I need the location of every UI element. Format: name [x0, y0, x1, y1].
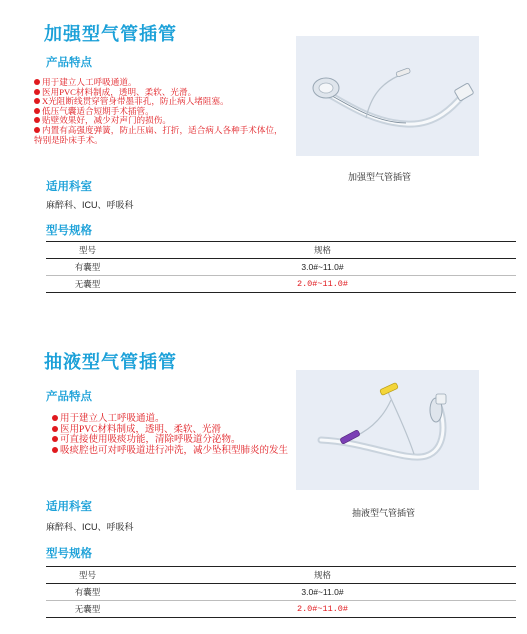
feature-item: 用于建立人工呼吸通道。 — [52, 414, 294, 425]
feature-item: 医用PVC材料制成，透明、柔软、光滑 — [52, 425, 294, 436]
bullet-icon — [34, 108, 40, 114]
feature-item: 贴壁效果好，减少对声门的损伤。 — [34, 116, 289, 126]
endotracheal-tube-icon — [296, 36, 479, 156]
feature-item: X光阻断线贯穿管身带墨菲孔，防止病人堵阻塞。 — [34, 97, 289, 107]
section2-spec-heading: 型号规格 — [46, 548, 92, 560]
bullet-icon — [52, 415, 58, 421]
feature-item: 吸痰腔也可对呼吸道进行冲洗，减少坠积型肺炎的发生 — [52, 446, 294, 457]
table-header-row — [46, 242, 516, 259]
header-spec: 规格 — [129, 242, 516, 259]
feature-item: 用于建立人工呼吸通道。 — [34, 78, 289, 88]
bullet-icon — [34, 79, 40, 85]
section1-spec-heading: 型号规格 — [46, 225, 92, 237]
cell-spec: 3.0#~11.0# — [129, 259, 516, 276]
cell-model: 有囊型 — [46, 584, 129, 601]
cell-spec: 2.0#~11.0# — [129, 601, 516, 618]
cell-model: 有囊型 — [46, 259, 129, 276]
feature-item: 低压气囊适合短期手术插管。 — [34, 107, 289, 117]
bullet-icon — [52, 447, 58, 453]
section2-product-photo — [296, 370, 479, 490]
section1-features-list — [34, 78, 289, 145]
table-row — [46, 259, 516, 276]
section1-dept-heading: 适用科室 — [46, 181, 92, 193]
table-row — [46, 601, 516, 618]
section2-dept: 麻醉科、ICU、呼吸科 — [46, 522, 134, 532]
suction-tube-icon — [296, 370, 479, 490]
section1-features-heading: 产品特点 — [46, 57, 92, 69]
bullet-icon — [34, 89, 40, 95]
section2-title: 抽液型气管插管 — [44, 352, 177, 372]
section1-spec-table — [46, 241, 516, 293]
feature-item: 内置有高强度弹簧，防止压扁、打折，适合病人各种手术体位，特别是卧床手术。 — [34, 124, 283, 145]
bullet-icon — [34, 117, 40, 123]
section1-caption: 加强型气管插管 — [348, 172, 412, 182]
header-model: 型号 — [46, 567, 129, 584]
section1-product-photo — [296, 36, 479, 156]
bullet-icon — [34, 127, 40, 133]
section2-features-heading: 产品特点 — [46, 391, 92, 403]
section2-features-list — [52, 414, 294, 456]
table-row — [46, 584, 516, 601]
cell-model: 无囊型 — [46, 601, 129, 618]
feature-item: 医用PVC材料制成，透明、柔软、光滑。 — [34, 88, 289, 98]
bullet-icon — [52, 436, 58, 442]
table-header-row — [46, 567, 516, 584]
bullet-icon — [34, 98, 40, 104]
cell-spec: 3.0#~11.0# — [129, 584, 516, 601]
section1-dept: 麻醉科、ICU、呼吸科 — [46, 200, 134, 210]
feature-item: 可直接使用吸痰功能，清除呼吸道分泌物。 — [52, 435, 294, 446]
section2-dept-heading: 适用科室 — [46, 501, 92, 513]
section1-title: 加强型气管插管 — [44, 24, 177, 44]
bullet-icon — [52, 426, 58, 432]
section2-spec-table — [46, 566, 516, 618]
header-model: 型号 — [46, 242, 129, 259]
cell-spec: 2.0#~11.0# — [129, 276, 516, 293]
cell-model: 无囊型 — [46, 276, 129, 293]
header-spec: 规格 — [129, 567, 516, 584]
section2-caption: 抽液型气管插管 — [352, 508, 416, 518]
table-row — [46, 276, 516, 293]
